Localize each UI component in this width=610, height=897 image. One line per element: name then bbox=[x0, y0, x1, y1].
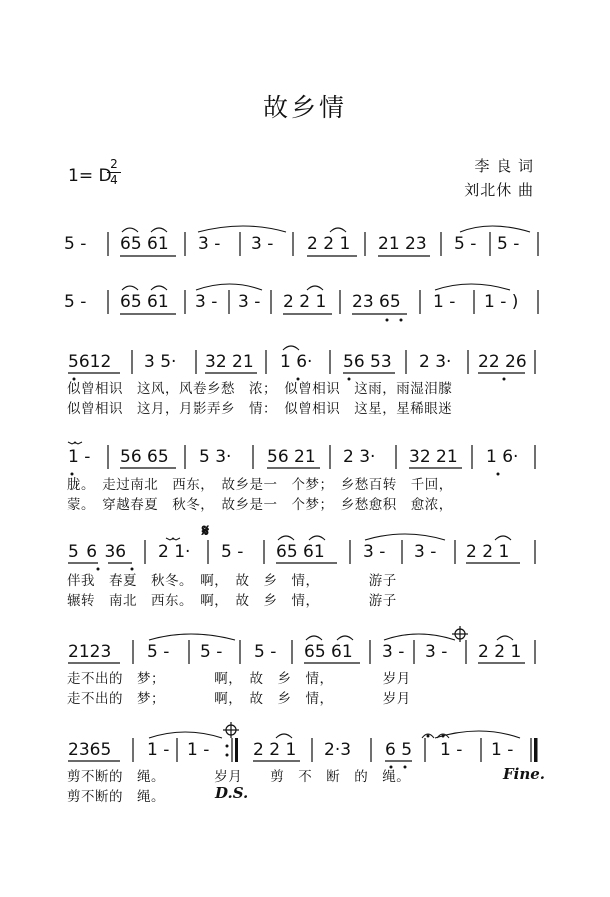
note-group: 5 3· bbox=[199, 447, 232, 467]
coda-icon bbox=[223, 626, 468, 738]
note-group: 2365 bbox=[68, 740, 112, 760]
note-group: 2123 bbox=[68, 642, 112, 662]
note-group: 3 - bbox=[425, 642, 448, 662]
note-group: 1 - bbox=[68, 447, 91, 467]
lyrics-verse-1: 剪不断的 绳。 岁月 剪 不 断 的 绳。 bbox=[67, 769, 411, 785]
note-group: 56 65 bbox=[120, 447, 169, 467]
composer-credit: 刘北休 曲 bbox=[464, 181, 534, 199]
lyricist-credit: 李 良 词 bbox=[474, 157, 534, 175]
note-group: 3 5· bbox=[144, 352, 177, 372]
note-group: 1 - bbox=[147, 740, 170, 760]
ornaments bbox=[68, 442, 180, 540]
note-group: 5 - bbox=[64, 292, 87, 312]
lyrics-verse-2: 似曾相识 这月，月影弄乡 情： 似曾相识 这星，星稀眼迷 bbox=[67, 401, 453, 417]
note-group: 65 61 bbox=[120, 292, 169, 312]
note-group: 5 - bbox=[147, 642, 170, 662]
note-group: 65 61 bbox=[276, 542, 325, 562]
underlines bbox=[68, 256, 525, 761]
slurs bbox=[122, 226, 530, 738]
lyrics-verse-2: 走不出的 梦； 啊， 故 乡 情， 岁月 bbox=[67, 691, 411, 707]
note-group: 6 5 bbox=[385, 740, 413, 760]
svg-text:𝄋: 𝄋 bbox=[202, 521, 209, 540]
key-signature: 1= D bbox=[68, 166, 112, 186]
note-group: 2 3· bbox=[343, 447, 376, 467]
note-group: 22 26 bbox=[478, 352, 527, 372]
note-group: 3 - bbox=[238, 292, 261, 312]
note-group: 1 6· bbox=[486, 447, 519, 467]
note-group: 2 2 1 bbox=[307, 234, 351, 254]
note-group: 56 53 bbox=[343, 352, 392, 372]
note-group: 3 - bbox=[414, 542, 437, 562]
note-group: 23 65 bbox=[352, 292, 401, 312]
barlines bbox=[108, 232, 538, 762]
note-group: 1 6· bbox=[280, 352, 313, 372]
note-group: 5 6 36 bbox=[68, 542, 127, 562]
note-group: 3 - bbox=[363, 542, 386, 562]
note-group: 2 2 1 bbox=[283, 292, 327, 312]
note-group: 5 - bbox=[200, 642, 223, 662]
note-group: 5 - bbox=[454, 234, 477, 254]
lyrics-verse-1: 伴我 春夏 秋冬。 啊， 故 乡 情， 游子 bbox=[67, 573, 397, 589]
note-group: 2·3 bbox=[324, 740, 352, 760]
note-group: 5 - bbox=[497, 234, 520, 254]
note-group: 1 - bbox=[433, 292, 456, 312]
note-group: 5612 bbox=[68, 352, 112, 372]
note-group: 21 23 bbox=[378, 234, 427, 254]
note-group: 3 - bbox=[195, 292, 218, 312]
meter-top: 2 bbox=[110, 157, 118, 171]
meter-bottom: 4 bbox=[110, 173, 118, 187]
lyrics-verse-2: 辗转 南北 西东。 啊， 故 乡 情， 游子 bbox=[67, 593, 397, 609]
lyrics-verse-1: 胧。 走过南北 西东， 故乡是一 个梦； 乡愁百转 千回， bbox=[67, 477, 453, 493]
note-group: 2 1· bbox=[158, 542, 191, 562]
lyrics-verse-1: 似曾相识 这风，风卷乡愁 浓； 似曾相识 这雨，雨湿泪朦 bbox=[67, 381, 453, 397]
song-title: 故乡情 bbox=[262, 93, 347, 122]
note-group: 3 - bbox=[382, 642, 405, 662]
note-group: 1 - bbox=[440, 740, 463, 760]
dal-segno-mark: D.S. bbox=[215, 784, 249, 802]
note-group: 65 61 bbox=[304, 642, 353, 662]
note-group: 3 - bbox=[251, 234, 274, 254]
note-group: 32 21 bbox=[409, 447, 458, 467]
note-group: 2 2 1 bbox=[466, 542, 510, 562]
note-group: 5 - bbox=[254, 642, 277, 662]
note-group: 3 - bbox=[198, 234, 221, 254]
note-group: 65 61 bbox=[120, 234, 169, 254]
lyrics-verse-1: 走不出的 梦； 啊， 故 乡 情， 岁月 bbox=[67, 671, 411, 687]
note-group: 5 - bbox=[64, 234, 87, 254]
note-group: 2 2 1 bbox=[478, 642, 522, 662]
octave-dots bbox=[71, 319, 506, 769]
note-group: 56 21 bbox=[267, 447, 316, 467]
fine-mark: Fine. bbox=[503, 765, 546, 783]
repeat-and-final-barlines bbox=[226, 738, 538, 762]
lyrics-verse-2: 剪不断的 绳。 bbox=[67, 789, 165, 805]
note-group: 2 2 1 bbox=[253, 740, 297, 760]
note-group: 32 21 bbox=[205, 352, 254, 372]
lyrics-verse-2: 蒙。 穿越春夏 秋冬， 故乡是一 个梦； 乡愁愈积 愈浓， bbox=[67, 497, 453, 513]
note-group: 5 - bbox=[221, 542, 244, 562]
note-group: 2 3· bbox=[419, 352, 452, 372]
note-group: 1 - bbox=[491, 740, 514, 760]
note-group: 1 - bbox=[187, 740, 210, 760]
note-group: 1 - ) bbox=[484, 292, 519, 312]
segno-icon bbox=[202, 521, 209, 540]
